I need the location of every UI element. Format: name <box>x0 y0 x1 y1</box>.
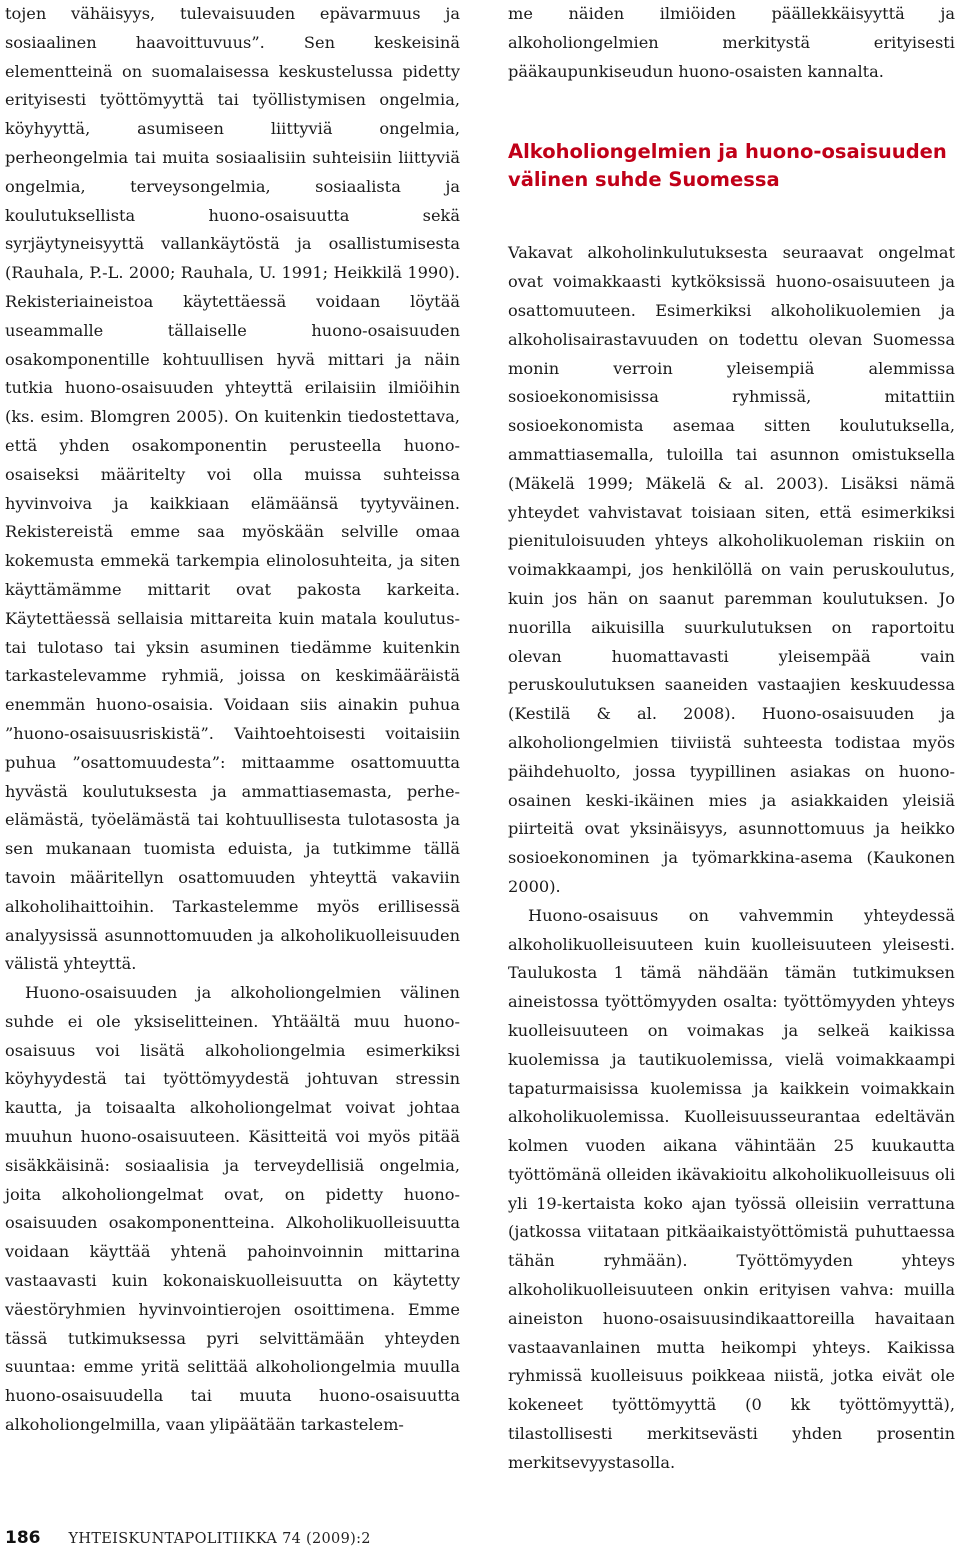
body-paragraph: Huono-osaisuus on vahvemmin yhteydessä alkoholikuolleisuuteen kuin kuolleisuuteen yleisesti. Taulukosta 1 tämä nähdään tämän tutkimuksen aineistossa työttömyyden osalta: työttömyyden yhteys kuolleisuuteen on voimakas ja selkeä kaikissa kuolemissa ja tautikuolemissa, vielä voimakkaampi tapaturmaisissa kuolemissa ja kaikkein voimakkain alkoholikuolemissa. Kuolleisuusseurantaa edeltävän kolmen vuoden aikana vähintään 25 kuukautta työttömänä olleiden ikävakioitu alkoholikuolleisuus oli yli 19-kertaista koko ajan työssä olleisiin verrattuna (jatkossa viitataan pitkäaikaistyöttömistä puhuttaessa tähän ryhmään). Työttömyyden yhteys alkoholikuolleisuuteen onkin erityisen vahva: muilla aineiston huono-osaisuusindikaattoreilla havaitaan vastaavanlainen mutta heikompi yhteys. Kaikissa ryhmissä kuolleisuus poikkeaa niistä, jotka eivät ole kokeneet työttömyyttä (0 kk työttömyyttä), tilastollisesti merkitsevästi yhden prosentin merkitsevyystasolla. <box>508 905 955 1472</box>
section-heading: Alkoholiongelmien ja huono-osaisuuden välinen suhde Suomessa <box>508 140 947 192</box>
right-column <box>508 0 955 1478</box>
left-column <box>5 0 460 1440</box>
page-footer <box>5 1528 371 1552</box>
body-paragraph: Huono-osaisuuden ja alkoholiongelmien välinen suhde ei ole yksiselitteinen. Yhtäältä muu huono-osaisuus voi lisätä alkoholiongelmia esimerkiksi köyhyydestä tai työttömyydestä johtuvan stressin kautta, ja toisaalta alkoholiongelmat voivat johtaa muuhun huono-osaisuuteen. Käsitteitä voi myös pitää sisäkkäisinä: sosiaalisia ja terveydellisiä ongelmia, joita alkoholiongelmat ovat, on pidetty huono-osaisuuden osakomponentteina. Alkoholikuolleisuutta voidaan käyttää yhtenä pahoinvoinnin mittarina vastaavasti kuin kokonaiskuolleisuutta on käytetty väestöryhmien hyvinvointierojen osoittimena. Emme tässä tutkimuksessa pyri selvittämään yhteyden suuntaa: emme yritä selittää alkoholiongelmia muulla huono-osaisuudella tai muuta huono-osaisuutta alkoholiongelmilla, vaan ylipäätään tarkastelem- <box>5 983 460 1435</box>
body-paragraph: tojen vähäisyys, tulevaisuuden epävarmuus ja sosiaalinen haavoittuvuus”. Sen keskeisinä elementteinä on suomalaisessa keskustelussa pidetty erityisesti työttömyyttä tai työllistymisen ongelmia, köyhyyttä, asumiseen liittyviä ongelmia, perheongelmia tai muita sosiaalisiin suhteisiin liittyviä ongelmia, terveysongelmia, sosiaalista ja koulutuksellista huono-osaisuutta sekä syrjäytyneisyyttä vallankäytöstä ja osallistumisesta (Rauhala, P.-L. 2000; Rauhala, U. 1991; Heikkilä 1990). Rekisteriaineistoa käytettäessä voidaan löytää useammalle tällaiselle huono-osaisuuden osakomponentille kohtuullisen hyvä mittari ja näin tutkia huono-osaisuuden yhteyttä erilaisiin ilmiöihin (ks. esim. Blomgren 2005). On kuitenkin tiedostettava, että yhden osakomponentin perusteella huono-osaiseksi määritelty voi olla muissa suhteissa hyvinvoiva ja kaikkiaan elämäänsä tyytyväinen. Rekistereistä emme saa myöskään selville omaa kokemusta emmekä tarkempia elinolosuhteita, ja siten käyttämämme mittarit ovat pakosta karkeita. Käytettäessä sellaisia mittareita kuin matala koulutus- tai tulotaso tai yksin asuminen tiedämme kuitenkin tarkastelevamme ryhmiä, joissa on keskimääräistä enemmän huono-osaisia. Voidaan siis ainakin puhua ”huono-osaisuusriskistä”. Vaihtoehtoisesti voitaisiin puhua ”osattomuudesta”: mittaamme osattomuutta hyvästä koulutuksesta ja ammattiasemasta, perhe-elämästä, työelämästä tai kohtuullisesta tulotasosta ja sen mukanaan tuomista eduista, ja tutkimme tällä tavoin määritellyn osattomuuden yhteyttä vakaviin alkoholihaittoihin. Tarkastelemme myös erillisessä analyysissä asunnottomuuden ja alkoholikuolleisuuden välistä yhteyttä. <box>5 4 460 974</box>
body-paragraph: me näiden ilmiöiden päällekkäisyyttä ja alkoholiongelmien merkitystä erityisesti pääkaupunkiseudun huono-osaisten kannalta. <box>508 4 955 81</box>
page-number: 186 <box>5 1528 41 1548</box>
journal-title: YHTEISKUNTAPOLITIIKKA 74 (2009):2 <box>68 1531 371 1547</box>
body-paragraph: Vakavat alkoholinkulutuksesta seuraavat ongelmat ovat voimakkaasti kytköksissä huono-osaisuuteen ja osattomuuteen. Esimerkiksi alkoholikuolemien ja alkoholisairastavuuden on todettu olevan Suomessa monin verroin yleisempiä alemmissa sosioekonomisissa ryhmissä, mitattiin sosioekonomista asemaa sitten koulutuksella, ammattiasemalla, tuloilla tai asunnon omistuksella (Mäkelä 1999; Mäkelä & al. 2003). Lisäksi nämä yhteydet vahvistavat toisiaan siten, että esimerkiksi pienituloisuuden yhteys alkoholikuoleman riskiin on voimakkaampi, jos henkilöllä on vain peruskoulutus, kuin jos hän on saanut paremman koulutuksen. Jo nuorilla aikuisilla suurkulutuksen on raportoitu olevan huomattavasti yleisempää vain peruskoulutuksen saaneiden vastaajien keskuudessa (Kestilä & al. 2008). Huono-osaisuuden ja alkoholiongelmien tiiviistä suhteesta todistaa myös päihdehuolto, jossa tyypillinen asiakas on huono-osainen keski-ikäinen mies ja asiakkaiden yleisiä piirteitä ovat yksinäisyys, asunnottomuus ja heikko sosioekonominen ja työmarkkina-asema (Kaukonen 2000). <box>508 243 955 896</box>
